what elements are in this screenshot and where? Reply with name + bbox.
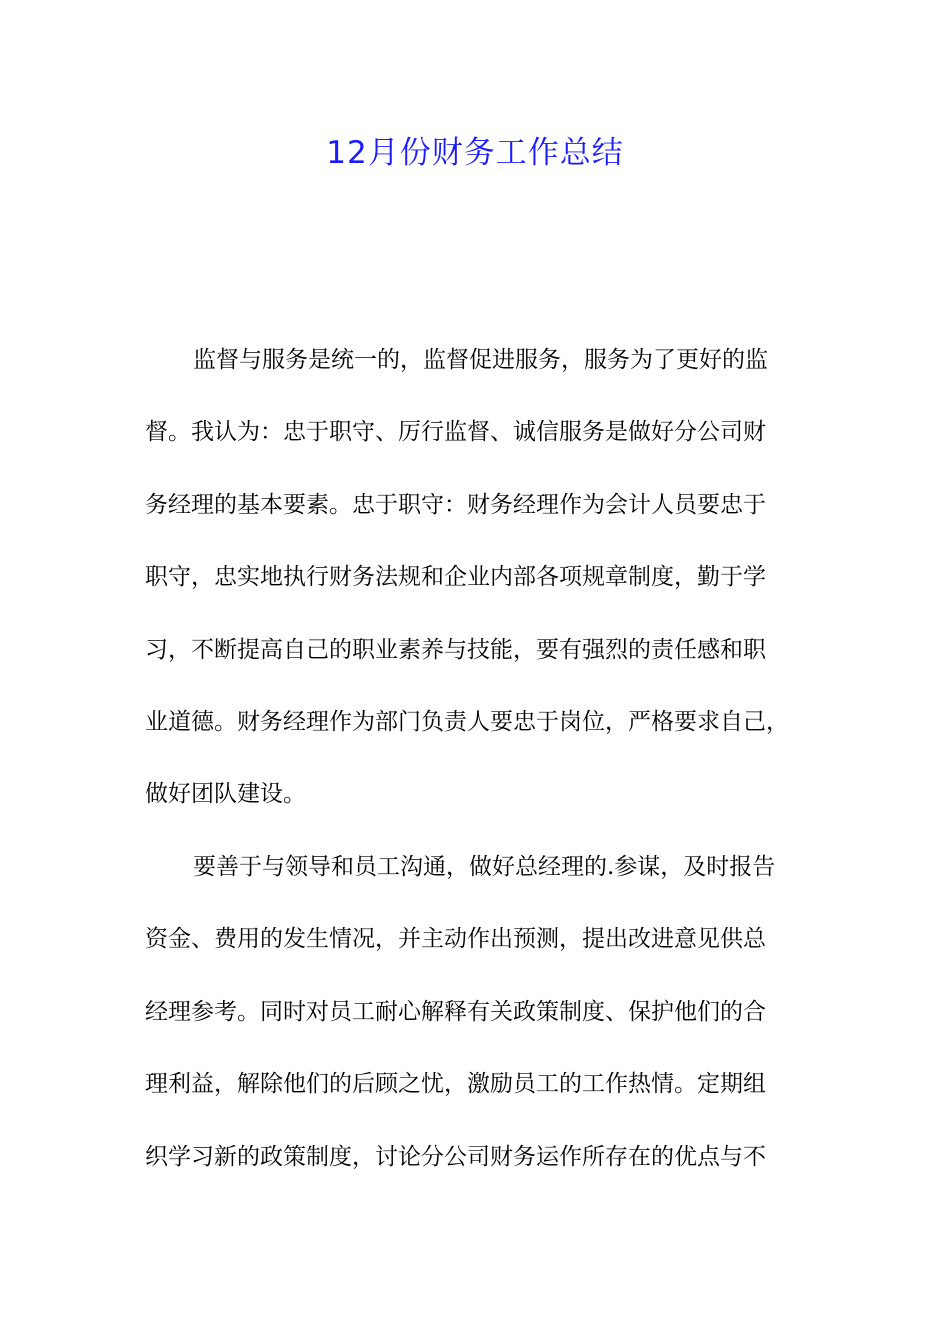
- paragraph-line: 职守，忠实地执行财务法规和企业内部各项规章制度，勤于学: [145, 564, 766, 591]
- paragraph-line: 做好团队建设。: [145, 781, 306, 808]
- paragraph-line: 监督与服务是统一的，监督促进服务，服务为了更好的监: [193, 347, 768, 373]
- paragraph-2: [145, 842, 825, 1204]
- paragraph-line: 理利益，解除他们的后顾之忧，激励员工的工作热情。定期组: [145, 1071, 766, 1098]
- document-title: 12月份财务工作总结: [326, 135, 624, 171]
- paragraph-1: [145, 335, 825, 842]
- paragraph-line: 经理参考。同时对员工耐心解释有关政策制度、保护他们的合: [145, 998, 766, 1025]
- paragraph-line: 业道德。财务经理作为部门负责人要忠于岗位，严格要求自己，: [145, 708, 789, 735]
- paragraph-line: 资金、费用的发生情况，并主动作出预测，提出改进意见供总: [145, 926, 766, 953]
- paragraph-line: 务经理的基本要素。忠于职守：财务经理作为会计人员要忠于: [145, 491, 766, 518]
- paragraph-line: 织学习新的政策制度，讨论分公司财务运作所存在的优点与不: [145, 1143, 766, 1170]
- paragraph-line: 习，不断提高自己的职业素养与技能，要有强烈的责任感和职: [145, 636, 766, 663]
- paragraph-line: 要善于与领导和员工沟通，做好总经理的.参谋，及时报告: [193, 854, 776, 880]
- paragraph-line: 督。我认为：忠于职守、厉行监督、诚信服务是做好分公司财: [145, 419, 766, 446]
